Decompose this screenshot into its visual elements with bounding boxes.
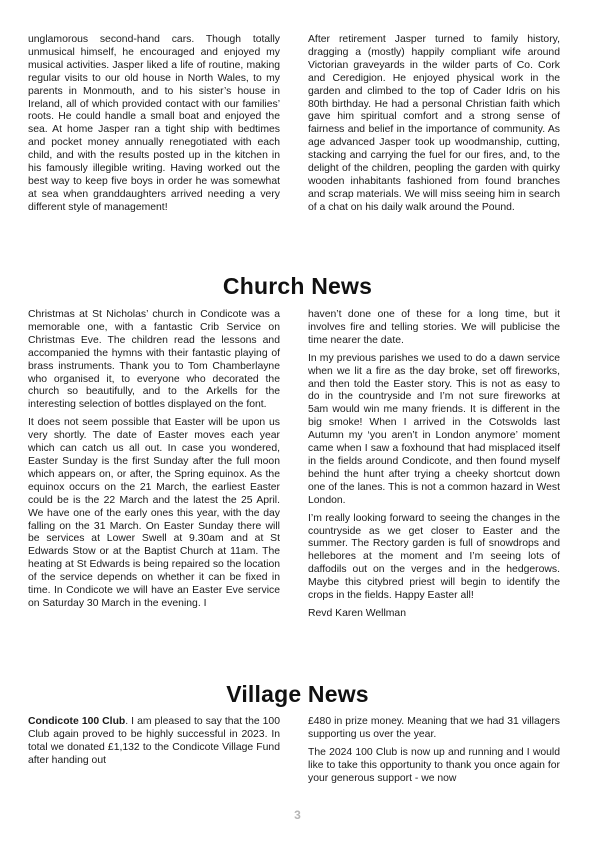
page-number: 3 [294,808,301,822]
village-right-column [308,716,560,786]
village-news-heading: Village News [226,681,369,707]
intro-columns [28,34,560,215]
church-right-paragraph-3: I’m really looking forward to seeing the changes in the countryside as we get closer to Easter and the summer. The Rectory garden is full of snowdrops and hellebores at the moment and I’m seeing lots of daffodils out on the verges and in the hedgerows. Maybe this citybred priest will begin to identify the crops in the fields. Happy Easter all! [308,512,560,602]
church-columns [28,309,560,621]
church-news-heading: Church News [222,273,373,299]
church-left-column [28,309,280,621]
village-left-column [28,716,280,786]
church-right-paragraph-2: In my previous parishes we used to do a dawn service when we lit a fire as the day broke, set off fireworks, and then told the Easter story. This is not as easy to do in the countryside and I’m not sure fireworks at 5am would win me many friends. It is different in the big smoke! When I arrived in the Cotswolds last Autumn my ‘you aren’t in London anymore’ moment came when I saw a foxhound that had misplaced itself in the fields around Condicote, and then found myself behind the hunt after trying a cheeky shortcut down one of the lanes. This is not a common hazard in West London. [308,352,560,506]
intro-left-paragraph: unglamorous second-hand cars. Though totally unmusical himself, he encouraged and enjoyed my musical activities. Jasper liked a life of routine, making regular visits to our old house in North Wales, to my parents in Monmouth, and to his sister’s house in Ireland, all of which provided contact with our families’ roots. He could handle a small boat and enjoyed the sea. At home Jasper ran a tight ship with bedtimes and pocket money annually renegotiated with each child, and with the results posted up in the kitchen in his famously illegible writing. Having worked out the best way to keep five boys in order he was somewhat at sea when granddaughters arrived needing a very different style of management! [28,34,280,213]
village-right-paragraph-2: The 2024 100 Club is now up and running and I would like to take this opportunity to thank you once again for your generous support - we now [308,746,560,784]
intro-right-column [308,34,560,215]
church-left-paragraph-1: Christmas at St Nicholas’ church in Condicote was a memorable one, with a fantastic Crib Service on Christmas Eve. The children read the lessons and accompanied the hymns with their fantastic playing of brass instruments. Thank you to Tom Chamberlayne who organised it, to everyone who decorated the church so beautifully, and to the Arkells for the interesting selection of bottles displayed on the font. [28,309,280,411]
club-text: . I am pleased to say that the 100 Club again proved to be highly successful in 2023. In total we donated £1,132 to the Condicote Village Fund after handing out [28,716,280,766]
club-title: Condicote 100 Club [28,716,126,727]
intro-right-paragraph: After retirement Jasper turned to family history, dragging a (mostly) happily compliant wife around Victorian graveyards in the wilder parts of Co. Cork and Ceredigion. He enjoyed physical work in the garden and climbed to the top of Cader Idris on his 80th birthday. He had a personal Christian faith which gave him spiritual comfort and a strong sense of fairness and belief in the importance of community. As age advanced Jasper took up woodmanship, cutting, stacking and carrying the fuel for our fires, and, to the delight of the children, peopling the garden with quirky wooden inhabitants fashioned from found branches and scrap materials. We will miss seeing him in search of a chat on his daily walk around the Pound. [308,34,560,213]
church-right-column [308,309,560,621]
village-left-paragraph [28,716,280,768]
village-columns [28,716,560,786]
church-signature: Revd Karen Wellman [308,607,406,619]
village-right-paragraph-1: £480 in prize money. Meaning that we had 31 villagers supporting us over the year. [308,716,560,740]
church-right-paragraph-1: haven’t done one of these for a long time, but it involves fire and telling stories. We will publicise the time nearer the date. [308,309,560,346]
intro-left-column [28,34,280,215]
church-left-paragraph-2: It does not seem possible that Easter will be upon us very shortly. The date of Easter moves each year which can catch us all out. In case you wondered, Easter Sunday is the first Sunday after the full moon which appears on, or after, the Spring equinox. As the equinox occurs on the 21 March, the earliest Easter could be is the 22 March and the latest the 25 April. We have one of the early ones this year, with the day falling on the 31 March. On Easter Sunday there will be services at Lower Swell at 9.30am and at St Edwards Stow or at the Baptist Church at 11am. The heating at St Edwards is being repaired so the location of the service depends on whether it can be fixed in time. In Condicote we will have an Easter Eve service on Saturday 30 March in the evening. I [28,417,280,609]
